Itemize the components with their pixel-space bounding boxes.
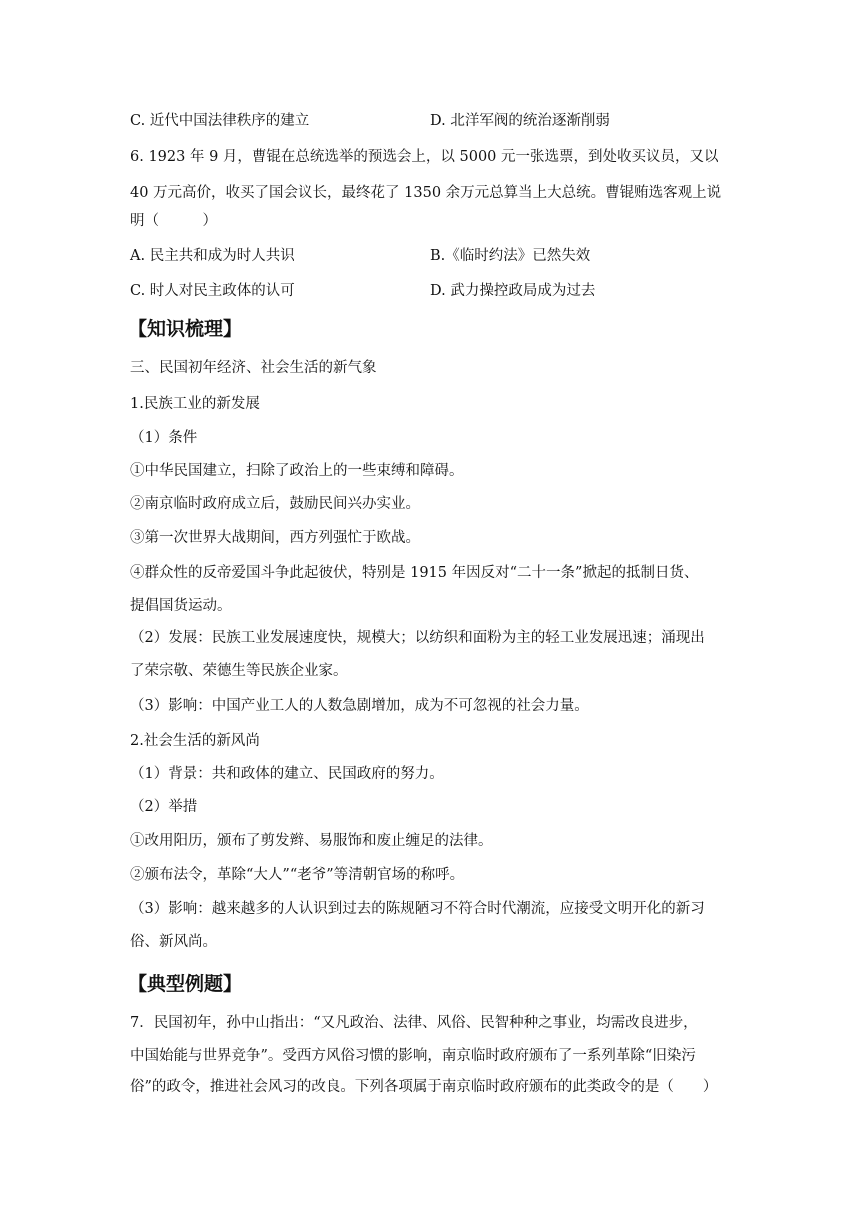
conditions-label: （1）条件 [130,430,198,446]
impact-industry: （3）影响：中国产业工人的人数急剧增加，成为不可忽视的社会力量。 [130,698,589,714]
condition-2: ②南京临时政府成立后，鼓励民间兴办实业。 [130,496,420,512]
background: （1）背景：共和政体的建立、民国政府的努力。 [130,766,444,782]
q6-option-b: B.《临时约法》已然失效 [430,248,591,264]
measures-label: （2）举措 [130,799,198,815]
q5-option-d: D. 北洋军阀的统治逐渐削弱 [430,113,610,129]
examples-heading: 【典型例题】 [128,973,243,995]
q7-stem-line2: 中国始能与世界竞争”。受西方风俗习惯的影响，南京临时政府颁布了一系列革除“旧染污 [130,1048,696,1064]
q6-stem-line3: 明（ ） [130,213,217,229]
knowledge-heading: 【知识梳理】 [128,318,243,340]
development-line1: （2）发展：民族工业发展速度快，规模大；以纺织和面粉为主的轻工业发展迅速；涌现出 [130,630,705,646]
q6-option-d: D. 武力操控政局成为过去 [430,283,596,299]
condition-1: ①中华民国建立，扫除了政治上的一些束缚和障碍。 [130,463,464,479]
subsection-title-society: 2.社会生活的新风尚 [130,733,260,749]
impact-society-line2: 俗、新风尚。 [130,934,217,950]
q7-stem-line3: 俗”的政令，推进社会风习的改良。下列各项属于南京临时政府颁布的此类政令的是（ ） [130,1079,718,1095]
development-line2: 了荣宗敬、荣德生等民族企业家。 [130,663,348,679]
measure-2: ②颁布法令，革除“大人”“老爷”等清朝官场的称呼。 [130,867,465,883]
q6-option-c: C. 时人对民主政体的认可 [130,283,295,299]
condition-3: ③第一次世界大战期间，西方列强忙于欧战。 [130,530,420,546]
subsection-title-industry: 1.民族工业的新发展 [130,396,260,412]
q7-stem-line1: 7．民国初年，孙中山指出：“又凡政治、法律、风俗、民智种种之事业，均需改良进步， [130,1015,698,1031]
q6-option-a: A. 民主共和成为时人共识 [130,248,295,264]
q5-option-c: C. 近代中国法律秩序的建立 [130,113,310,129]
condition-4-line1: ④群众性的反帝爱国斗争此起彼伏，特别是 1915 年因反对“二十一条”掀起的抵制日货、 [130,565,699,581]
measure-1: ①改用阳历，颁布了剪发辫、易服饰和废止缠足的法律。 [130,833,493,849]
condition-4-line2: 提倡国货运动。 [130,598,232,614]
q6-stem-line2: 40 万元高价，收买了国会议长，最终花了 1350 余万元总算当上大总统。曹锟贿选客观上说 [130,185,722,201]
impact-society-line1: （3）影响：越来越多的人认识到过去的陈规陋习不符合时代潮流，应接受文明开化的新习 [130,901,705,917]
q6-stem-line1: 6. 1923 年 9 月，曹锟在总统选举的预选会上，以 5000 元一张选票，到处收买议员，又以 [130,149,719,165]
section-title: 三、民国初年经济、社会生活的新气象 [130,360,377,376]
